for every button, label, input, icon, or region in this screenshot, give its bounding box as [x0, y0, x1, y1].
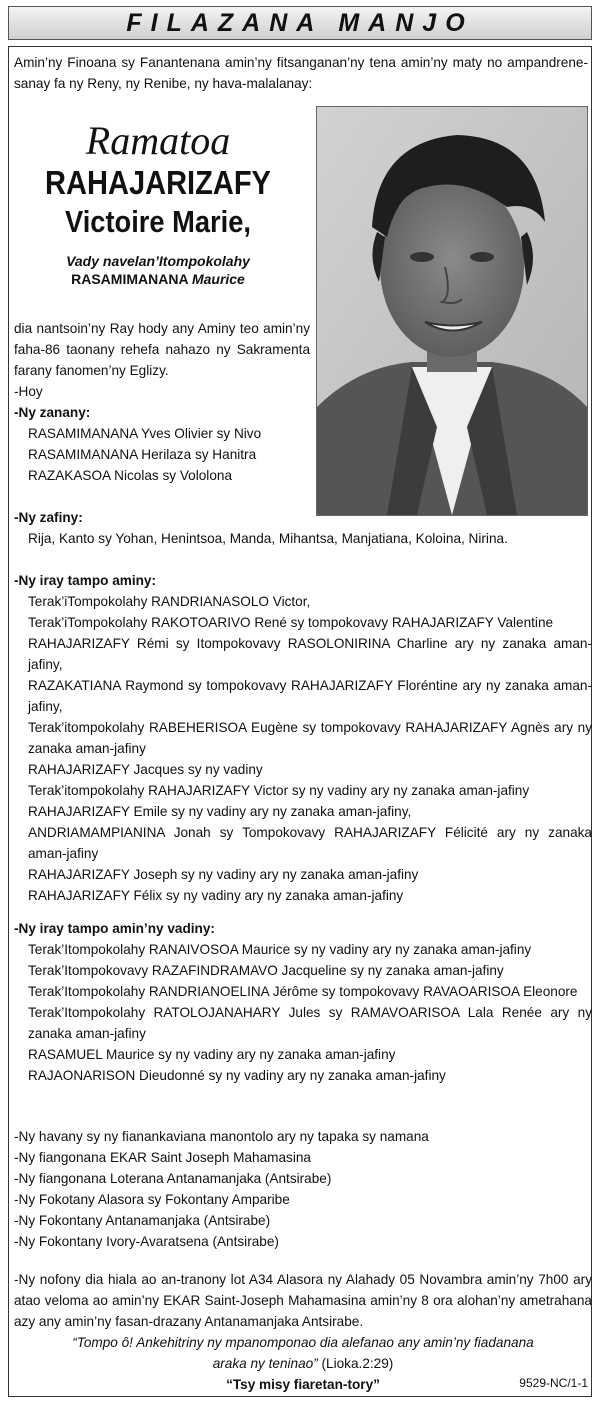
deceased-given-name-line: Victoire Marie, [64, 204, 252, 239]
list-item: Terak’Itompokolahy RATOLOJANAHARY Jules sy RAMAVOARISOA Lala Renée ary ny zanaka aman-jafiny [28, 1005, 592, 1041]
portrait-illustration [317, 107, 587, 515]
list-item: Terak’Itompokolahy RANDRIANOELINA Jérôme sy tompokovavy RAVAOARISOA Eleonore [28, 984, 578, 999]
list-item: -Ny Fokontany Ivory-Avaratsena (Antsirabe) [14, 1234, 279, 1249]
intro-text: Amin’ny Finoana sy Fanantenana amin’ny fitsanganan’ny tena amin’ny maty no ampandrene-sanay fa ny Reny, ny Renibe, ny hava-malalanay: [14, 55, 588, 91]
quote-line-2-wrap [14, 1353, 592, 1374]
others-section [14, 1126, 592, 1252]
list-item: Terak’iTompokolahy RANDRIANASOLO Victor, [28, 594, 311, 609]
husband-siblings-section [14, 918, 592, 1086]
list-item: RAHAJARIZAFY Jacques sy ny vadiny [28, 762, 263, 777]
grandchildren-section [14, 507, 592, 549]
husband-surname: RASAMIMANANA [71, 271, 189, 287]
bible-quote [14, 1332, 592, 1374]
list-item: -Ny Fokotany Alasora sy Fokontany Amparibe [14, 1192, 290, 1207]
siblings-section [14, 570, 592, 906]
quote-line-1: “Tompo ô! Ankehitriny ny mpanomponao dia alefanao any amin’ny fiadanana [72, 1335, 534, 1350]
grandchildren-heading: -Ny zafiny: [14, 510, 83, 525]
list-item: RAHAJARIZAFY Rémi sy Itompokovavy RASOLONIRINA Charline ary ny zanaka aman-jafiny, [28, 636, 592, 672]
husband-siblings-heading: -Ny iray tampo amin’ny vadiny: [14, 921, 215, 936]
funeral-details: -Ny nofony dia hiala ao an-tranony lot A34 Alasora ny Alahady 05 Novambra amin’ny 7h00 ary atao veloma ao amin’ny EKAR Saint-Joseph Mahamasina amin’ny 8 ora alohan’ny ametrahana azy any amin’ny fasan-drazany Antanamanjaka Antsirabe. [14, 1272, 592, 1329]
list-item: RAHAJARIZAFY Emile sy ny vadiny ary ny zanaka aman-jafiny, [28, 804, 412, 819]
notice-title: FILAZANA MANJO [126, 8, 474, 37]
list-item: ANDRIAMAMPIANINA Jonah sy Tompokovavy RAHAJARIZAFY Félicité ary ny zanaka aman-jafiny [28, 825, 592, 861]
list-item: Terak’itompokolahy RAHAJARIZAFY Victor sy ny vadiny ary ny zanaka aman-jafiny [28, 783, 530, 798]
hoy-label: -Hoy [14, 384, 43, 399]
list-item: RAHAJARIZAFY Joseph sy ny vadiny ary ny zanaka aman-jafiny [28, 867, 419, 882]
motto: “Tsy misy fiaretan-tory” [226, 1377, 380, 1392]
list-item: Terak’iTompokolahy RAKOTOARIVO René sy tompokovavy RAHAJARIZAFY Valentine [28, 615, 554, 630]
list-item: RAZAKASOA Nicolas sy Vololona [28, 468, 232, 483]
grandchildren-list: Rija, Kanto sy Yohan, Henintsoa, Manda, Mihantsa, Manjatiana, Koloina, Nirina. [28, 531, 508, 546]
reference-number: 9529-NC/1-1 [519, 1376, 588, 1390]
list-item: RASAMUEL Maurice sy ny vadiny ary ny zanaka aman-jafiny [28, 1047, 396, 1062]
notice-header [8, 6, 592, 40]
list-item: RAHAJARIZAFY Félix sy ny vadiny ary ny zanaka aman-jafiny [28, 888, 404, 903]
list-item: Terak’Itompokovavy RAZAFINDRAMAVO Jacqueline sy ny zanaka aman-jafiny [28, 963, 504, 978]
list-item: RASAMIMANANA Herilaza sy Hanitra [28, 447, 257, 462]
quote-citation: (Lioka.2:29) [321, 1356, 394, 1371]
list-item: RAZAKATIANA Raymond sy tompokovavy RAHAJARIZAFY Floréntine ary ny zanaka aman-jafiny, [28, 678, 592, 714]
deceased-name-block [10, 118, 306, 288]
list-item: Terak’itompokolahy RABEHERISOA Eugène sy tompokovavy RAHAJARIZAFY Agnès ary ny zanaka aman-jafiny [28, 720, 592, 756]
children-heading: -Ny zanany: [14, 405, 91, 420]
list-item: -Ny fiangonana Loterana Antanamanjaka (Antsirabe) [14, 1171, 332, 1186]
list-item: -Ny havany sy ny fianankaviana manontolo ary ny tapaka sy namana [14, 1129, 429, 1144]
announcement-block [14, 318, 310, 486]
siblings-heading: -Ny iray tampo aminy: [14, 573, 157, 588]
list-item: -Ny fiangonana EKAR Saint Joseph Mahamasina [14, 1150, 311, 1165]
list-item: Terak’Itompokolahy RANAIVOSOA Maurice sy ny vadiny ary ny zanaka aman-jafiny [28, 942, 532, 957]
announcement-text: dia nantsoin’ny Ray hody any Aminy teo amin’ny faha-86 taonany rehefa nahazo ny Sakramenta farany fanomen’ny Eglizy. [14, 321, 310, 378]
list-item: RAJAONARISON Dieudonné sy ny vadiny ary ny zanaka aman-jafiny [28, 1068, 446, 1083]
widow-label: Vady navelan’Itompokolahy [66, 253, 250, 269]
honorific: Ramatoa [85, 118, 231, 163]
husband-name [10, 271, 306, 288]
deceased-surname: RAHAJARIZAFY [45, 164, 271, 201]
quote-line-2: araka ny teninao” [212, 1356, 318, 1371]
list-item: RASAMIMANANA Yves Olivier sy Nivo [28, 426, 262, 441]
list-item: -Ny Fokontany Antanamanjaka (Antsirabe) [14, 1213, 271, 1228]
portrait-photo [316, 106, 588, 516]
husband-given-name: Maurice [191, 271, 245, 287]
deceased-given-name: Victoire Marie [64, 204, 244, 239]
